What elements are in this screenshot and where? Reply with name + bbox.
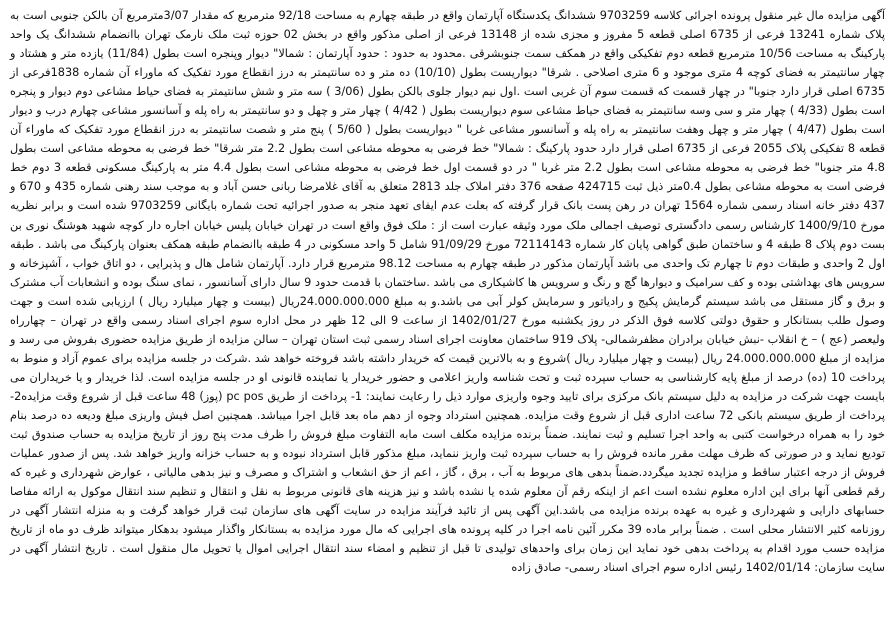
notice-body-text: آگهی مزایده مال غیر منقول پرونده اجرائی کلاسه 9703259 ششدانگ یکدستگاه آپارتمان واقع در طبقه چهارم به مساحت 92/18 مترمربع که مقدار 3/07مترمربع آن بالکن جنوبی است به پلاک شماره 13241 فرعی از 6735 اصلی قطعه 5 مفروز و مجزی شده از 13148 فرعی از اصلی مذکور واقع در بخش 02 حوزه ثبت ملک نارمک تهران باانضمام ششدانگ یک واحد پارکینگ به مساحت 10/56 مترمربع قطعه دوم تفکیکی واقع در همکف سمت جنوبشرقی .محدود به حدود : حدود آپارتمان : شمالا" دیوار وپنجره است بطول (11/84) یازده متر و هشتاد و چهار سانتیمتر به فضای کوچه 4 متری موجود و 6 متری اصلاحی . شرقا" دیواریست بطول (10/10) ده متر و ده سانتیمتر به درز انقطاع مورد تفکیک که ماوراء آن شماره 1838فرعی از 6735 اصلی قرار دارد جنوبا" در چهار قسمت که قسمت سوم آن غربی است .اول نیم دیوار جلوی بالکن بطول (3/06 ) سه متر و شش سانتیمتر به فضای حیاط مشاعی دوم دیوار و پنجره است بطول (4/33 ) چهار متر و سی وسه سانتیمتر به فضای حیاط مشاعی سوم دیواریست بطول ( 4/42 ) چهار متر و چهل و دو سانتیمتر به راه پله و آسانسور مشاعی چهارم درب و دیوار است بطول (4/47 ) چهار متر و چهل وهفت سانتیمتر به راه پله و آسانسور مشاعی غربا " دیواریست بطول ( 5/60 ) پنج متر و شصت سانتیمتر به درز انقطاع مورد تفکیک که ماوراء آن قطعه 8 تفکیکی پلاک 2055 فرعی از 6735 اصلی قرار دارد حدود پارکینگ : شمالا" خط فرضی به محوطه مشاعی است بطول 2.2 متر شرقا" خط فرضی به محوطه مشاعی است بطول 4.8 متر جنوبا" خط فرضی به محوطه مشاعی است بطول 2.2 متر غربا " در دو قسمت اول خط فرضی به محوطه مشاعی است بطول 4.4 متر به پارکینگ مسکونی قطعه 3 دوم خط فرضی است به محوطه مشاعی بطول 0.4متر ذیل ثبت 424715 صفحه 376 دفتر املاک جلد 2813 متعلق به آقای غلامرضا ربانی حسن آباد و به موجب سند رهنی شماره 435 و 670 و 437 دفتر خانه اسناد رسمی شماره 1564 تهران در رهن پست بانک قرار گرفته که بعلت عدم ایفای تعهد منجر به صدور اجرائیه تحت شماره بایگانی 9703259 شده است و برابر نظریه مورخ 1400/9/10 کارشناس رسمی دادگستری توصیف اجمالی ملک مورد وثیقه عبارت است از : ملک فوق واقع است در تهران خیابان پلیس خیابان اجاره دار کوچه شهید هوشنگ نوری بن بست دوم پلاک 8 طبقه 4 و ساختمان طبق گواهی پایان کار شماره 72114143 مورخ 91/09/29 شامل 5 واحد مسکونی در 4 طبقه باانضمام طبقه همکف بعنوان پارکینگ می باشد . طبقه اول 2 واحدی و طبقات دوم تا چهارم تک واحدی می باشد آپارتمان مذکور در طبقه چهارم به مساحت 98.12 مترمربع قرار دارد. آپارتمان شامل هال و پذیرایی ، دو اتاق خواب ، آشپزخانه و سرویس های بهداشتی بوده و کف سرامیک و دیوارها گچ و رنگ و سرویس ها کاشیکاری می باشد .ساختمان با قدمت حدود 9 سال دارای آسانسور ، نمای سنگ بوده و انشعابات آب مشترک و برق و گاز مستقل می باشد سیستم گرمایش پکیج و رادیاتور و سرمایش کولر آبی می باشد.و به مبلغ 24.000.000.000ریال (بیست و چهار میلیارد ریال ) ارزیابی شده است و جهت وصول طلب بستانکار و حقوق دولتی کلاسه فوق الذکر در روز یکشنبه مورخ 1402/01/27 از ساعت 9 الی 12 ظهر در محل اداره سوم اجرای اسناد رسمی واقع در تهران – چهارراه ولیعصر (عج ) – خ انقلاب -نبش خیابان برادران مظفرشمالی- پلاک 919 ساختمان معاونت اجرای اسناد رسمی ثبت استان تهران – سالن مزایده از طریق مزایده حضوری بفروش می رسد و مزایده از مبلغ 24.000.000.000 ریال (بیست و چهار میلیارد ریال )شروع و به بالاترین قیمت که خریدار داشته باشد فروخته خواهد شد .شرکت در جلسه مزایده برای عموم آزاد و منوط به پرداخت 10 (ده) درصد از مبلغ پایه کارشناسی به حساب سپرده ثبت و تحت شناسه واریز اعلامی و حضور خریدار یا نماینده قانونی او در جلسه مزایده است. لذا خریدار و یا خریداران می بایست جهت شرکت در مزایده به دلیل سیستم بانک مرکزی برای تایید وجوه واریزی موارد ذیل را رعایت نمایند: 1- پرداخت از طریق pc pos (پوز) 48 ساعت قبل از شروع وقت مزایده2- پرداخت از طریق سیستم بانکی 72 ساعت اداری قبل از شروع وقت مزایده. همچنین استرداد وجوه از دهم ماه بعد قابل اجرا میباشد. همچنین اصل فیش واریزی مبلغ ودیعه ده درصد بنام خود را به همراه درخواست کتبی به واحد اجرا تسلیم و ثبت نمایند. ضمناً برنده مزایده مکلف است مابه التفاوت مبلغ فروش را ظرف مدت پنج روز از تاریخ مزایده به حساب صندوق ثبت تودیع نماید و در صورتی که ظرف مهلت مقرر مانده فروش را به حساب سپرده ثبت واریز ننماید، مبلغ مذکور قابل استرداد نبوده و به حساب خزانه واریز خواهد شد. پس از صدور عملیات فروش از درجه اعتبار ساقط و مزایده تجدید میگردد.ضمناً بدهی های مربوط به آب ، برق ، گاز ، اعم از حق انشعاب و اشتراک و مصرف و نیز بدهی مالیاتی ، عوارض شهرداری و غیره که رقم قطعی آنها برای این اداره معلوم نشده است اعم از اینکه رقم آن معلوم شده یا نشده باشد و نیز هزینه های قانونی مربوط به نقل و انتقال و تنظیم سند انتقال موکول به ارائه مفاصا حسابهای دارایی و شهرداری و غیره به عهده برنده مزایده می باشد.این آگهی پس از تائید فرآیند مزایده در سایت آگهی های سازمان ثبت قرار خواهد گرفت و به منزله انتشار آگهی در روزنامه کثیر الانتشار محلی است . ضمناً برابر ماده 39 مکرر آئین نامه اجرا در کلیه پرونده های اجرایی که مال مورد مزایده به بستانکار واگذار میشود بدهکار میتواند ظرف دو ماه از تاریخ مزایده حسب مورد اقدام به پرداخت بدهی خود نماید این زمان برای واحدهای تولیدی تا قبل از تنظیم و امضاء سند انتقال اجرایی اموال یا تحویل مال منقول است . تاریخ انتشار آگهی در سایت سازمان: 1402/01/14 رئیس اداره سوم اجرای اسناد رسمی- صادق زاده — [10, 9, 886, 575]
auction-notice — [10, 6, 885, 577]
